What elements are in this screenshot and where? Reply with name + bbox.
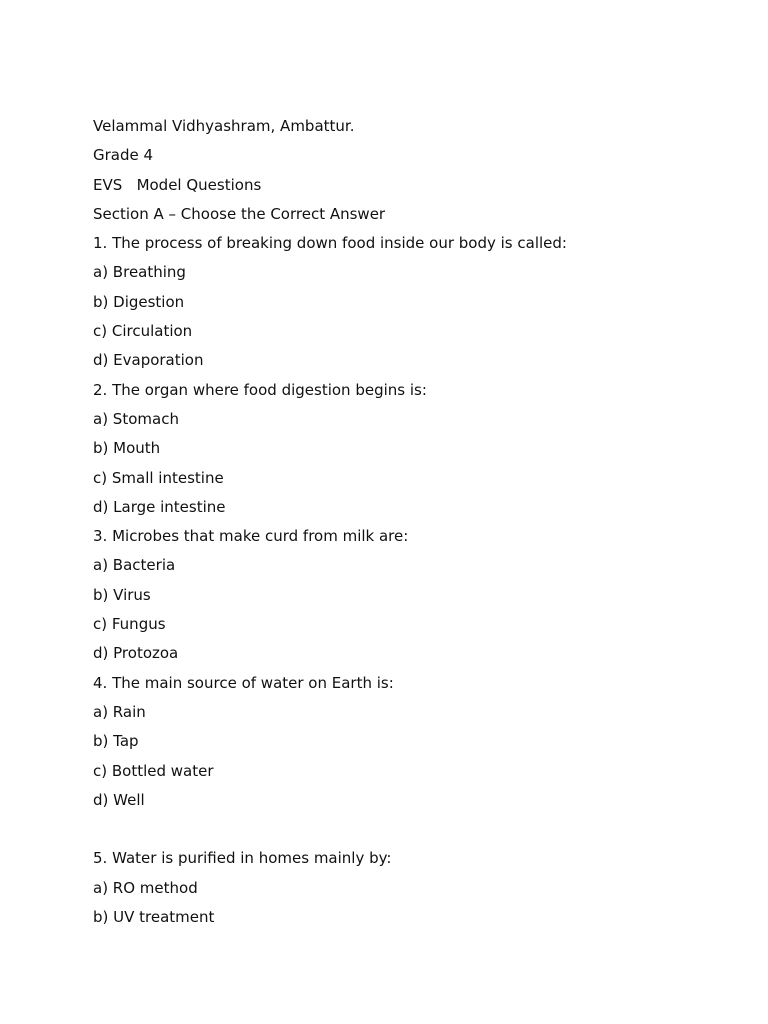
section-title: Section A – Choose the Correct Answer — [93, 204, 386, 223]
question-5: 5. Water is purified in homes mainly by: — [93, 849, 392, 868]
option-2b: b) Mouth — [93, 439, 161, 458]
option-5b: b) UV treatment — [93, 908, 215, 927]
option-1b: b) Digestion — [93, 292, 185, 311]
document-body — [93, 116, 713, 936]
subject-title: EVS Model Questions — [93, 175, 262, 194]
option-4d: d) Well — [93, 790, 145, 809]
option-2c: c) Small intestine — [93, 468, 224, 487]
grade-label: Grade 4 — [93, 146, 154, 165]
option-1a: a) Breathing — [93, 263, 186, 282]
option-5a: a) RO method — [93, 878, 198, 897]
option-4c: c) Bottled water — [93, 761, 214, 780]
question-1: 1. The process of breaking down food inside our body is called: — [93, 234, 567, 253]
question-2: 2. The organ where food digestion begins is: — [93, 380, 427, 399]
option-3b: b) Virus — [93, 585, 151, 604]
option-2a: a) Stomach — [93, 409, 179, 428]
option-3a: a) Bacteria — [93, 556, 176, 575]
option-4a: a) Rain — [93, 702, 146, 721]
option-1c: c) Circulation — [93, 322, 193, 341]
school-name: Velammal Vidhyashram, Ambattur. — [93, 117, 355, 135]
option-4b: b) Tap — [93, 732, 139, 751]
option-1d: d) Evaporation — [93, 351, 204, 370]
question-4: 4. The main source of water on Earth is: — [93, 673, 394, 692]
option-3d: d) Protozoa — [93, 644, 179, 663]
blank-line — [93, 819, 713, 839]
question-3: 3. Microbes that make curd from milk are: — [93, 527, 409, 546]
option-2d: d) Large intestine — [93, 497, 226, 516]
option-3c: c) Fungus — [93, 615, 166, 634]
